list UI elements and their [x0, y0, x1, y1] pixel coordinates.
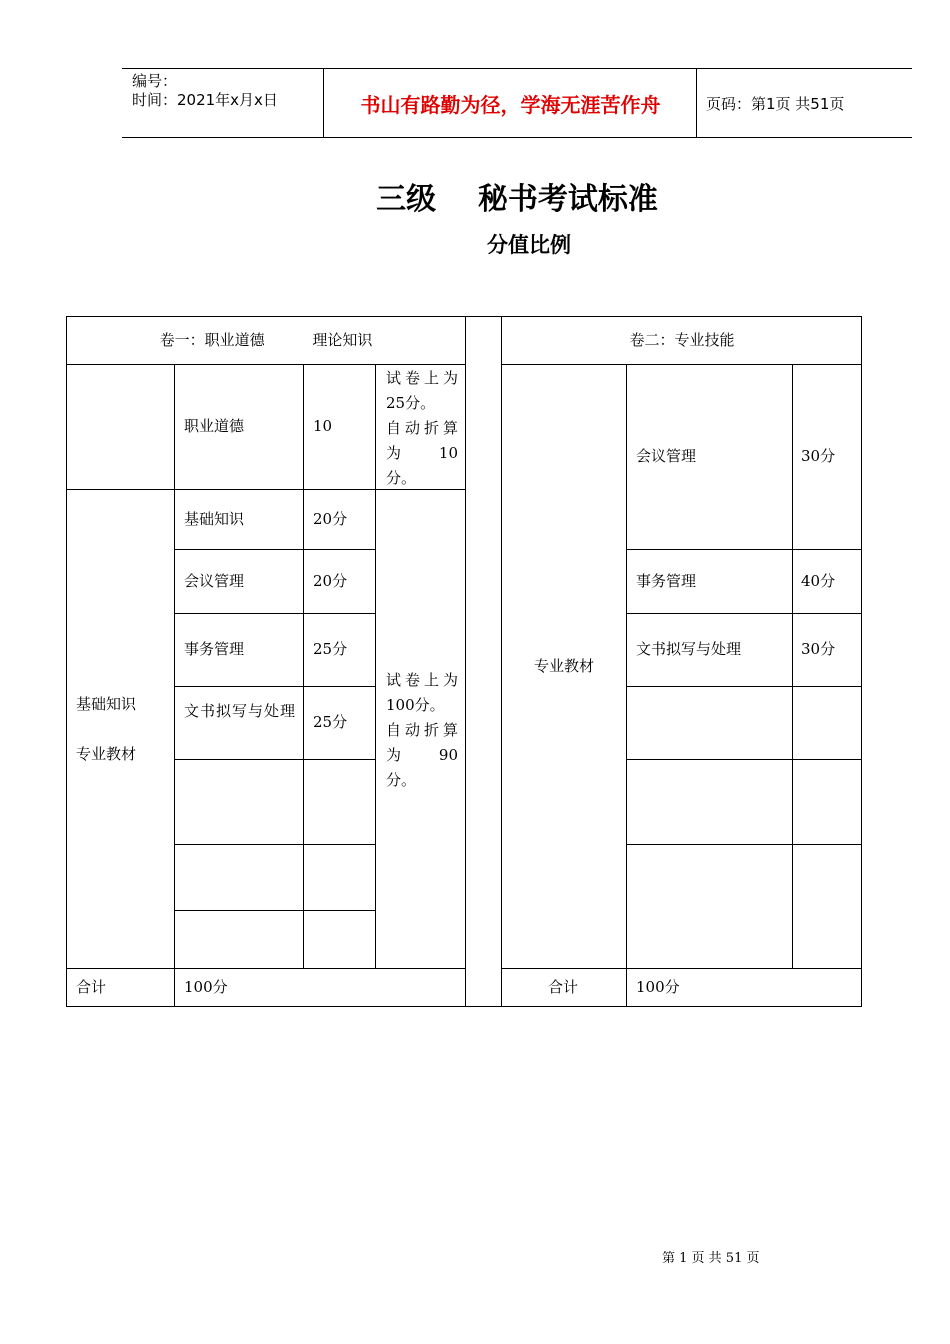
- p1-item-value: 20分: [313, 571, 348, 590]
- p1-note-2: 试卷上为 100分。 自动折算 为 90 分。: [386, 671, 458, 789]
- page-subtitle: 分值比例: [487, 233, 571, 257]
- p2-item-value: 30分: [801, 447, 836, 465]
- p1-item-value: 20分: [313, 509, 348, 528]
- page-footer: 第 1 页 共 51 页: [662, 1251, 760, 1266]
- p1-item-name: 事务管理: [184, 640, 245, 658]
- page-indicator: 页码：第1页 共51页: [706, 94, 845, 113]
- time-label: 时间：2021年x月x日: [132, 91, 278, 109]
- p1-item-name: 文书拟写与处理: [184, 702, 297, 720]
- p1-group-label-2: 专业教材: [76, 745, 137, 763]
- p1-row1-item: 职业道德: [184, 417, 245, 435]
- paper1-header: 卷一：职业道德 理论知识: [159, 330, 373, 349]
- p2-item-value: 40分: [801, 571, 836, 590]
- p1-item-value: 25分: [313, 713, 348, 731]
- p1-item-name: 会议管理: [184, 571, 245, 590]
- p2-item-value: 30分: [801, 640, 836, 658]
- p1-group-label-1: 基础知识: [76, 695, 137, 713]
- p1-total-label: 合计: [76, 977, 107, 996]
- p2-total-value: 100分: [636, 977, 680, 996]
- number-label: 编号：: [132, 72, 178, 90]
- motto: 书山有路勤为径，学海无涯苦作舟: [360, 92, 661, 117]
- p1-row1-value: 10: [313, 417, 333, 435]
- p2-item-name: 文书拟写与处理: [636, 640, 742, 658]
- page-title: 三级 秘书考试标准: [376, 182, 658, 217]
- p2-total-label: 合计: [548, 977, 579, 996]
- paper2-header: 卷二：专业技能: [629, 330, 735, 349]
- p1-row1-note: 试卷上为 25分。 自动折算 为 10 分。: [386, 369, 458, 487]
- p2-item-name: 会议管理: [636, 447, 697, 465]
- p1-item-name: 基础知识: [184, 509, 245, 528]
- p2-item-name: 事务管理: [636, 571, 697, 590]
- p2-group-label: 专业教材: [533, 656, 594, 675]
- p1-item-value: 25分: [313, 640, 348, 658]
- p1-total-value: 100分: [184, 977, 228, 996]
